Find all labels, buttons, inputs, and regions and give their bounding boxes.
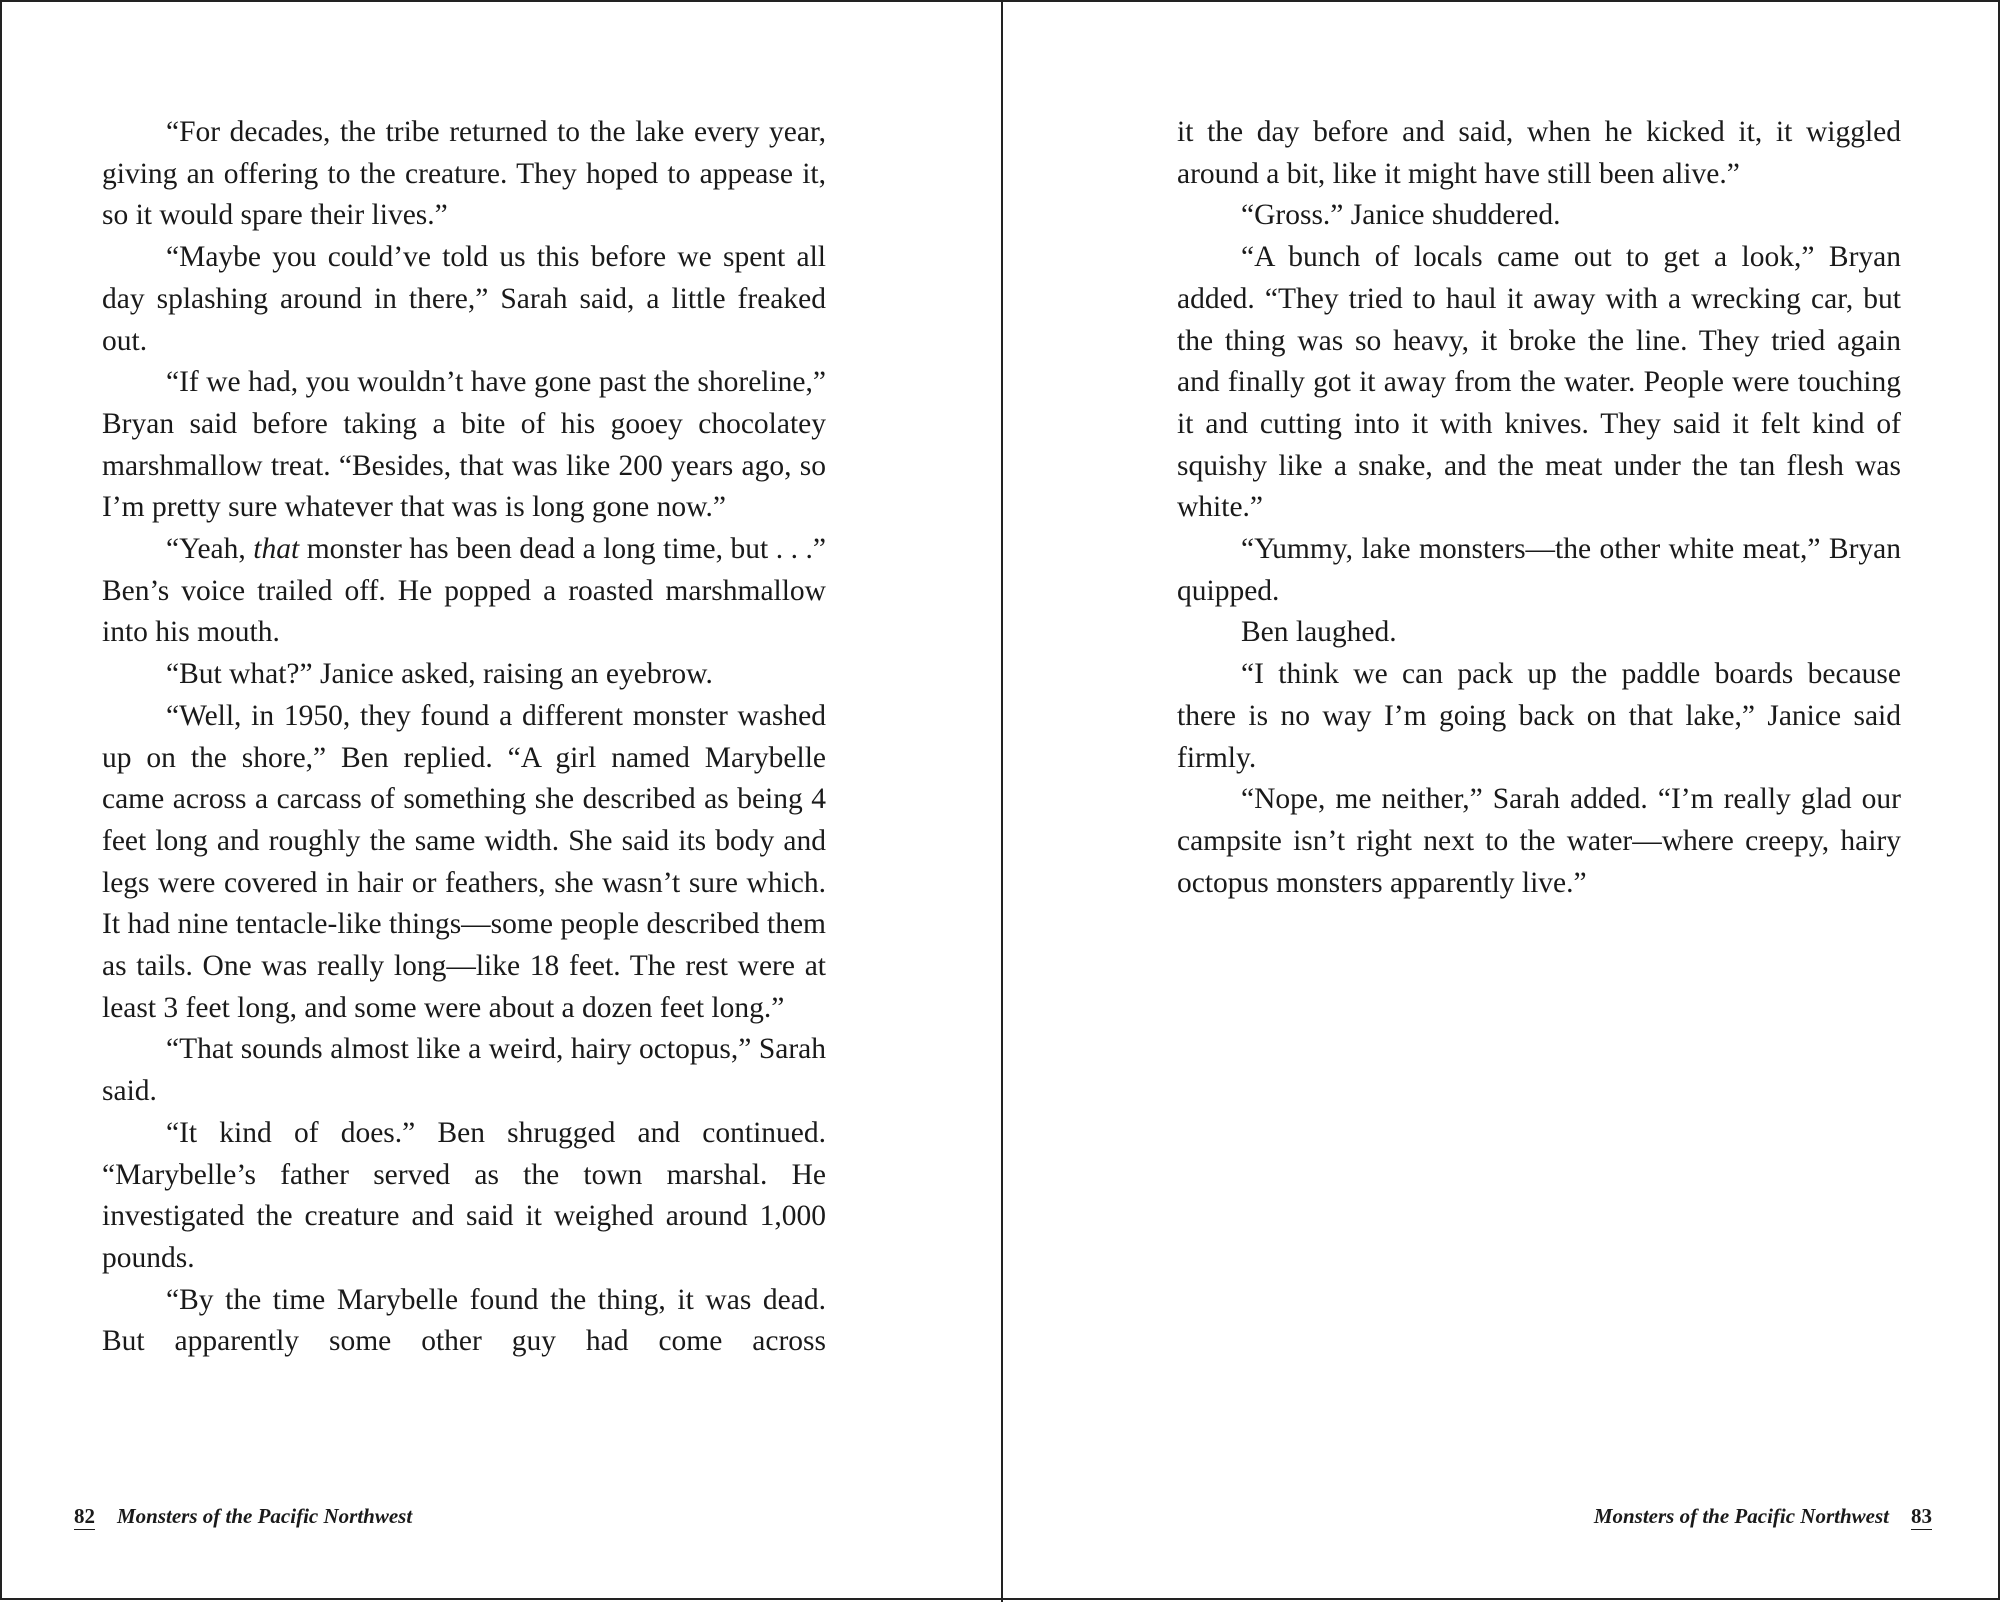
paragraph: “By the time Marybelle found the thing, it was dead. But apparently some other guy had come across [102, 1283, 826, 1358]
page-number: 83 [1911, 1504, 1932, 1528]
page-number: 82 [74, 1504, 95, 1528]
paragraph: “Well, in 1950, they found a different monster washed up on the shore,” Ben replied. “A girl named Marybelle came across a carcass of something she described as being 4 feet long and roughly the same width. She said its body and legs were covered in hair or feathers, she wasn’t sure which. It had nine tentacle-like things—some people described them as tails. One was really long—like 18 feet. The rest were at least 3 feet long, and some were about a dozen feet long.” [102, 699, 826, 1024]
paragraph [102, 529, 826, 654]
right-page-body [1177, 112, 1901, 904]
paragraph: “I think we can pack up the paddle boards because there is no way I’m going back on that lake,” Janice said firmly. [1177, 658, 1901, 774]
paragraph: “It kind of does.” Ben shrugged and continued. “Marybelle’s father served as the town marshal. He investigated the creature and said it weighed around 1,000 pounds. [102, 1116, 826, 1274]
right-page-footer [1594, 1502, 1932, 1530]
paragraph-continuation: it the day before and said, when he kicked it, it wiggled around a bit, like it might have still been alive.” [1177, 116, 1901, 190]
left-page [2, 2, 1001, 1602]
paragraph: “For decades, the tribe returned to the lake every year, giving an offering to the creature. They hoped to appease it, so it would spare their lives.” [102, 116, 826, 232]
paragraph: “Nope, me neither,” Sarah added. “I’m really glad our campsite isn’t right next to the water—where creepy, hairy octopus monsters apparently live.” [1177, 783, 1901, 899]
paragraph: “A bunch of locals came out to get a look,” Bryan added. “They tried to haul it away with a wrecking car, but the thing was so heavy, it broke the line. They tried again and finally got it away from the water. People were touching it and cutting into it with knives. They said it felt kind of squishy like a snake, and the meat under the tan flesh was white.” [1177, 241, 1901, 524]
paragraph: “Maybe you could’ve told us this before we spent all day splashing around in there,” Sarah said, a little freaked out. [102, 241, 826, 357]
running-title: Monsters of the Pacific Northwest [117, 1504, 413, 1528]
emphasized-word: that [253, 533, 300, 566]
left-page-footer [74, 1502, 412, 1530]
paragraph: “But what?” Janice asked, raising an eyebrow. [166, 658, 713, 691]
paragraph: “Yummy, lake monsters—the other white meat,” Bryan quipped. [1177, 533, 1901, 607]
paragraph: Ben laughed. [1241, 616, 1397, 649]
paragraph: “If we had, you wouldn’t have gone past the shoreline,” Bryan said before taking a bite of his gooey chocolatey marshmallow treat. “Besides, that was like 200 years ago, so I’m pretty sure whatever that was is long gone now.” [102, 366, 826, 524]
left-page-body [102, 112, 826, 1363]
paragraph-text: “Yeah, [166, 533, 254, 566]
right-page [1003, 2, 2000, 1602]
running-title: Monsters of the Pacific Northwest [1593, 1504, 1889, 1528]
paragraph-text: monster has been dead a long time, but . . .” Ben’s voice trailed off. He popped a roasted marshmallow into his mouth. [102, 533, 827, 649]
paragraph: “Gross.” Janice shuddered. [1241, 199, 1561, 232]
paragraph: “That sounds almost like a weird, hairy octopus,” Sarah said. [102, 1033, 826, 1108]
